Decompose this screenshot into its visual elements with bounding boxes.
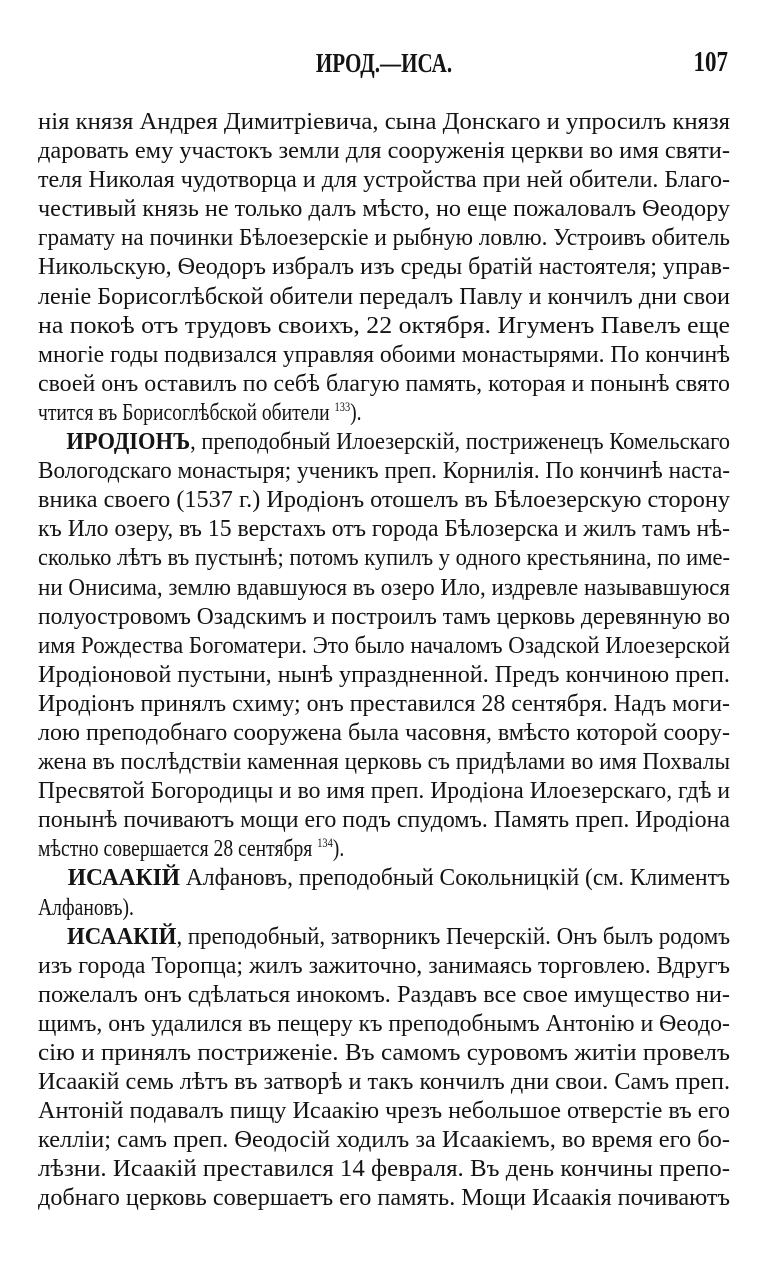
- text-line: [38, 1096, 730, 1125]
- text-line-content: [38, 398, 362, 427]
- text-line-content: [38, 340, 730, 369]
- text-line: [38, 863, 730, 892]
- running-head: ИРОД.—ИСА.: [315, 48, 453, 78]
- text-line-content: [38, 136, 730, 165]
- text-line-content: [38, 631, 730, 660]
- line-text: чтится въ Борисоглѣбской обители: [38, 398, 330, 426]
- text-line-content: [38, 893, 134, 922]
- entry-headword: ИРОДІОНЪ: [66, 428, 191, 456]
- text-line-content: [38, 1009, 730, 1038]
- text-line: [38, 718, 730, 747]
- text-line: [38, 194, 730, 223]
- text-line: [38, 311, 730, 340]
- text-line-content: [38, 689, 730, 718]
- line-text: , преподобный, затворникъ Печерскій. Онъ былъ родомъ: [176, 922, 731, 950]
- text-line: [38, 223, 730, 252]
- text-line: [38, 369, 730, 398]
- text-line-content: [38, 834, 344, 863]
- line-text: ни Онисима, землю вдавшуюся въ озеро Ило, издревле называвшуюся: [38, 573, 731, 601]
- line-text: грамату на починки Бѣлоезерскіе и рыбную ловлю. Устроивъ обитель: [38, 224, 731, 252]
- text-line: [38, 980, 730, 1009]
- text-line-content: [38, 1183, 730, 1212]
- line-text: , преподобный Илоезерскій, постриженецъ Комельскаго: [190, 428, 731, 456]
- entry-headword: ИСААКІЙ: [66, 922, 177, 950]
- text-line: [38, 543, 730, 572]
- text-line: [38, 893, 730, 922]
- text-line: [38, 776, 730, 805]
- line-text: Алфановъ).: [38, 893, 134, 921]
- text-line: [38, 485, 730, 514]
- text-line-content: [38, 602, 730, 631]
- line-text: Пресвятой Богородицы и во имя преп. Иродіона Илоезерскаго, гдѣ и: [38, 777, 730, 805]
- text-line: [38, 427, 730, 456]
- line-text: на покоѣ отъ трудовъ своихъ, 22 октября. Игуменъ Павелъ еще: [38, 311, 731, 339]
- text-line-content: [38, 456, 730, 485]
- text-line-content: [38, 1038, 730, 1067]
- line-text: добнаго церковь совершаетъ его память. Мощи Исаакія почиваютъ: [38, 1184, 730, 1212]
- line-text: полуостровомъ Озадскимъ и построилъ тамъ церковь деревянную во: [38, 602, 731, 630]
- text-line-content: [38, 573, 730, 602]
- text-line: [38, 398, 730, 427]
- line-text: Исаакій семь лѣтъ въ затворѣ и такъ кончилъ дни свои. Самъ преп.: [38, 1068, 731, 1096]
- text-line: [38, 573, 730, 602]
- line-text: щимъ, онъ удалился въ пещеру къ преподобнымъ Антонію и Ѳеодо-: [38, 1009, 730, 1037]
- line-text: пожелалъ онъ сдѣлаться инокомъ. Раздавъ все свое имущество ни-: [38, 980, 730, 1008]
- text-line: [38, 1038, 730, 1067]
- text-line-content: [38, 1067, 730, 1096]
- text-line: [38, 514, 730, 543]
- text-line: [38, 631, 730, 660]
- line-text: леніе Борисоглѣбской обители передалъ Павлу и кончилъ дни свои: [38, 282, 730, 310]
- text-line: [38, 660, 730, 689]
- text-line-content: [38, 311, 730, 340]
- line-text: Вологодскаго монастыря; ученикъ преп. Корнилія. По кончинѣ наста-: [38, 457, 731, 485]
- text-line: [38, 1125, 730, 1154]
- line-text: своей онъ оставилъ по себѣ благую память, которая и понынѣ свято: [38, 369, 730, 397]
- line-text: жена въ послѣдствіи каменная церковь съ придѣлами во имя Похвалы: [38, 748, 730, 776]
- line-text: имя Рождества Богоматери. Это было началомъ Озадской Илоезерской: [38, 631, 730, 659]
- text-line-content: [38, 805, 730, 834]
- text-line-content: [38, 951, 730, 980]
- text-line: [38, 602, 730, 631]
- text-line: [38, 951, 730, 980]
- text-line-content: [38, 427, 730, 456]
- body-text: [38, 107, 730, 1213]
- footnote-reference: 134: [317, 835, 333, 851]
- line-tail: ).: [350, 398, 362, 426]
- text-line: [38, 747, 730, 776]
- text-line-content: [38, 485, 730, 514]
- text-line-content: [38, 194, 730, 223]
- text-line: [38, 340, 730, 369]
- text-line: [38, 282, 730, 311]
- text-line: [38, 1067, 730, 1096]
- text-line: [38, 689, 730, 718]
- line-text: многіе годы подвизался управляя обоими монастырями. По кончинѣ: [38, 340, 730, 368]
- text-line-content: [38, 1125, 730, 1154]
- line-text: понынѣ почиваютъ мощи его подъ спудомъ. Память преп. Иродіона: [38, 806, 730, 834]
- line-text: мѣстно совершается 28 сентября: [38, 835, 313, 863]
- line-text: теля Николая чудотворца и для устройства при ней обители. Благо-: [38, 166, 731, 194]
- text-line: [38, 252, 730, 281]
- text-line: [38, 107, 730, 136]
- footnote-reference: 133: [334, 398, 351, 414]
- text-line: [38, 456, 730, 485]
- text-line-content: [38, 980, 730, 1009]
- line-text: нія князя Андрея Димитріевича, сына Донскаго и упросилъ князя: [38, 108, 731, 135]
- line-text: честивый князь не только далъ мѣсто, но еще пожаловалъ Ѳеодору: [38, 195, 731, 223]
- entry-headword: ИСААКІЙ: [67, 864, 181, 892]
- text-line-content: [38, 223, 730, 252]
- line-text: сколько лѣтъ въ пустынѣ; потомъ купилъ у одного крестьянина, по име-: [38, 544, 730, 572]
- text-line-content: [38, 747, 730, 776]
- text-line-content: [38, 107, 730, 136]
- line-text: Иродіоновой пустыни, нынѣ упраздненной. Предъ кончиною преп.: [38, 660, 730, 688]
- text-line: [38, 1154, 730, 1183]
- line-text: къ Ило озеру, въ 15 верстахъ отъ города Бѣлозерска и жилъ тамъ нѣ-: [38, 515, 731, 543]
- text-line-content: [38, 252, 730, 281]
- line-text: лѣзни. Исаакій преставился 14 февраля. Въ день кончины препо-: [38, 1155, 731, 1183]
- text-line: [38, 165, 730, 194]
- text-line: [38, 922, 730, 951]
- text-line-content: [38, 776, 730, 805]
- text-line-content: [38, 369, 730, 398]
- text-line-content: [38, 660, 730, 689]
- text-line: [38, 805, 730, 834]
- line-text: даровать ему участокъ земли для сооруженія церкви во имя святи-: [38, 137, 730, 165]
- line-text: сію и принялъ постриженіе. Въ самомъ суровомъ житіи провелъ: [38, 1039, 730, 1066]
- text-line-content: [38, 514, 730, 543]
- text-line: [38, 834, 730, 863]
- text-line-content: [38, 1096, 730, 1125]
- line-text: лою преподобнаго сооружена была часовня, вмѣсто которой соору-: [38, 718, 730, 746]
- page-number: 107: [693, 47, 728, 78]
- text-line: [38, 136, 730, 165]
- text-line-content: [38, 543, 730, 572]
- line-text: Антоній подавалъ пищу Исаакію чрезъ небольшое отверстіе въ его: [38, 1097, 730, 1125]
- text-line-content: [38, 165, 730, 194]
- page-header: [38, 46, 730, 80]
- line-text: Иродіонъ принялъ схиму; онъ преставился 28 сентября. Надъ моги-: [38, 689, 730, 717]
- line-tail: ).: [332, 835, 345, 863]
- text-line-content: [38, 863, 730, 892]
- line-text: Никольскую, Ѳеодоръ избралъ изъ среды братій настоятеля; управ-: [38, 253, 731, 281]
- text-line-content: [38, 718, 730, 747]
- text-line: [38, 1183, 730, 1212]
- line-text: вника своего (1537 г.) Иродіонъ отошелъ въ Бѣлоезерскую сторону: [38, 486, 730, 514]
- text-line-content: [38, 922, 730, 951]
- line-text: келліи; самъ преп. Ѳеодосій ходилъ за Исаакіемъ, во время его бо-: [38, 1126, 730, 1154]
- text-line: [38, 1009, 730, 1038]
- line-text: изъ города Торопца; жилъ зажиточно, занимаясь торговлею. Вдругъ: [38, 951, 731, 979]
- line-text: Алфановъ, преподобный Сокольницкій (см. Климентъ: [180, 864, 730, 892]
- text-line-content: [38, 1154, 730, 1183]
- text-line-content: [38, 282, 730, 311]
